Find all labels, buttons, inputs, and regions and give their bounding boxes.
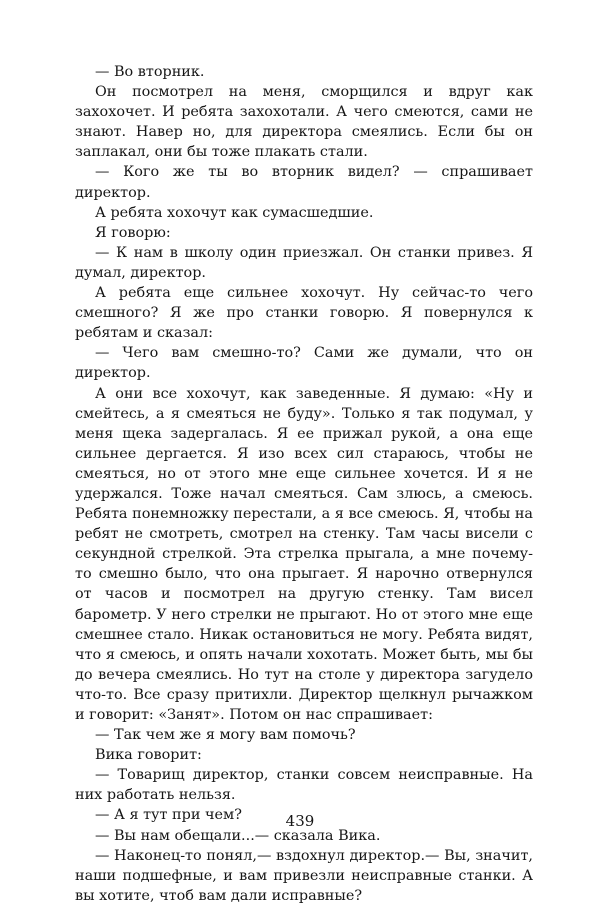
page-text-body (75, 62, 533, 906)
paragraph: А ребята хохочут как сумасшедшие. (95, 204, 374, 221)
paragraph: — К нам в школу один приезжал. Он станки привез. Я думал, директор. (75, 244, 533, 281)
paragraph: Вика говорит: (95, 747, 202, 764)
paragraph: Я говорю: (95, 224, 171, 241)
paragraph: Он посмотрел на меня, сморщился и вдруг как захохочет. И ребята захохотали. А чего смеются, сами не знают. Навер но, для директора смеялись. Если бы он заплакал, они бы тоже плакать стали. (75, 84, 533, 161)
paragraph: — Во вторник. (95, 64, 205, 80)
paragraph: — А я тут при чем? (95, 807, 242, 824)
paragraph: А они все хохочут, как заведенные. Я думаю: «Ну и смейтесь, а я смеяться не буду». Только я так подумал, у меня щека задергалась. Я ее прижал рукой, а она еще сильнее дергается. Я изо всех сил стараюсь, чтобы не смеяться, но от этого мне еще сильнее хочется. И я не удержался. Тоже начал смеяться. Сам злюсь, а смеюсь. Ребята понемножку перестали, а я все смеюсь. Я, чтобы на ребят не смотреть, смотрел на стенку. Там часы висели с секундной стрелкой. Эта стрелка прыгала, а мне почему-то смешно было, что она прыгает. Я нарочно отвернулся от часов и посмотрел на другую стенку. Там висел барометр. У него стрелки не прыгают. Но от этого мне еще смешнее стало. Никак остановиться не могу. Ребята видят, что я смеюсь, и опять начали хохотать. Может быть, мы бы до вечера смеялись. Но тут на столе у директора загудело что-то. Все сразу притихли. Директор щелкнул рычажком и говорит: «Занят». Потом он нас спрашивает: (75, 385, 533, 723)
paragraph: — Кого же ты во вторник видел? — спрашивает директор. (75, 164, 533, 201)
paragraph: — Товарищ директор, станки совсем неисправные. На них работать нельзя. (75, 767, 533, 804)
paragraph: — Чего вам смешно-то? Сами же думали, что он директор. (75, 345, 533, 382)
paragraph: А ребята еще сильнее хохочут. Ну сейчас-то чего смешного? Я же про станки говорю. Я повернулся к ребятам и сказал: (75, 285, 533, 342)
paragraph: — Наконец-то понял,— вздохнул директор.— Вы, значит, наши подшефные, и вам привезли неисправные станки. А вы хотите, чтоб вам дали исправные? (75, 847, 533, 904)
page-number: 439 (285, 812, 315, 830)
paragraph: — Вы нам обещали...— сказала Вика. (95, 827, 381, 844)
paragraph: — Так чем же я могу вам помочь? (95, 727, 356, 744)
